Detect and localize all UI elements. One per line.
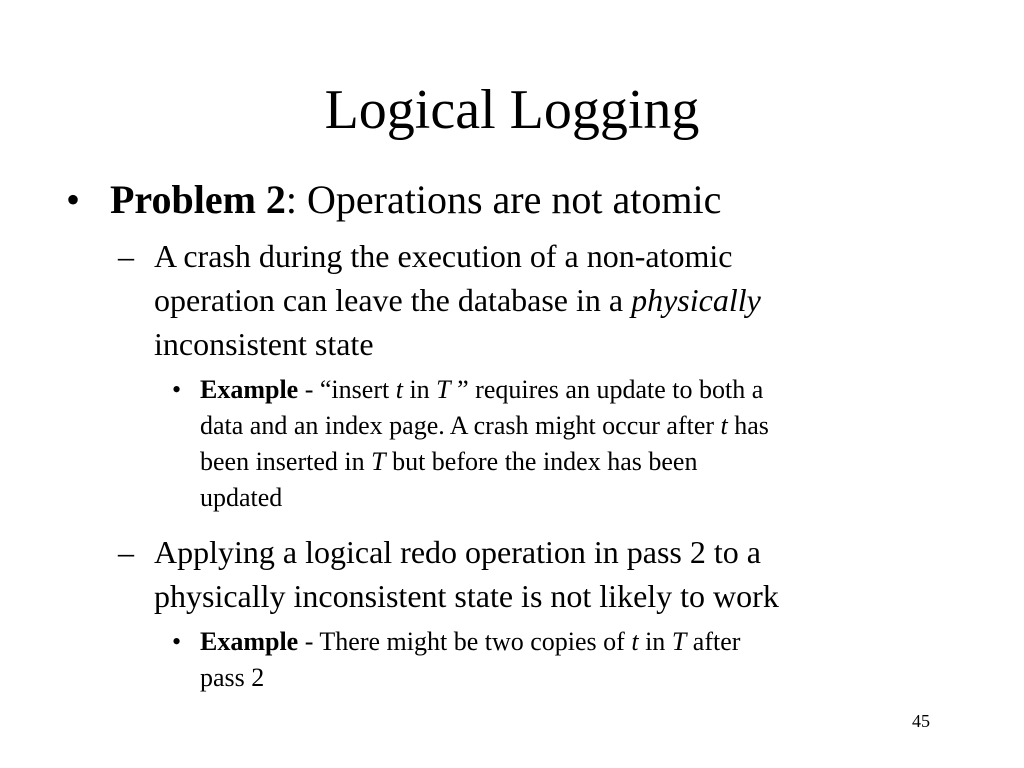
example-marker: • — [172, 375, 182, 404]
sub-bullet-2-line-1: Applying a logical redo operation in pass 2 to a — [154, 534, 761, 570]
bullet-label: Problem 2 — [110, 177, 286, 222]
example-text: data and an index page. A crash might occur after — [200, 411, 721, 440]
sub-bullet-1-line-2 — [154, 278, 761, 322]
example-label: Example — [200, 627, 299, 656]
bullet-marker: • — [66, 177, 81, 222]
example-marker: • — [172, 627, 182, 656]
variable-t: t — [395, 375, 403, 404]
example-text: - “insert — [298, 375, 396, 404]
variable-t: t — [720, 411, 728, 440]
example-text: has — [727, 411, 769, 440]
dash-marker: – — [118, 534, 134, 570]
variable-t: t — [631, 627, 639, 656]
slide-title: Logical Logging — [324, 79, 700, 141]
variable-T: T — [371, 447, 386, 476]
dash-marker: – — [118, 238, 134, 274]
example-text: ” requires an update to both a — [450, 375, 764, 404]
example-label: Example — [200, 375, 299, 404]
sub-bullet-1-text: operation can leave the database in a — [154, 282, 632, 318]
sub-bullet-1-emphasis: physically — [631, 282, 761, 318]
bullet-problem-2 — [110, 176, 721, 224]
slide-number: 45 — [912, 711, 930, 731]
example-1-line-3 — [200, 444, 697, 480]
example-1-line-2 — [200, 408, 769, 444]
sub-bullet-1-line-3: inconsistent state — [154, 326, 374, 362]
example-1-line-1 — [200, 372, 763, 408]
bullet-text: : Operations are not atomic — [285, 177, 722, 222]
variable-T: T — [671, 627, 687, 656]
example-text: in — [638, 627, 672, 656]
variable-T: T — [436, 375, 451, 404]
sub-bullet-2-line-2: physically inconsistent state is not likely to work — [154, 578, 779, 614]
example-text: been inserted in — [200, 447, 372, 476]
example-1-line-4: updated — [200, 483, 283, 512]
example-2-line-2: pass 2 — [200, 663, 265, 692]
sub-bullet-1-line-1: A crash during the execution of a non-atomic — [154, 238, 733, 274]
example-2-line-1 — [200, 624, 740, 660]
example-text: after — [686, 627, 741, 656]
example-text: - There might be two copies of — [298, 627, 632, 656]
example-text: in — [402, 375, 437, 404]
example-text: but before the index has been — [385, 447, 698, 476]
